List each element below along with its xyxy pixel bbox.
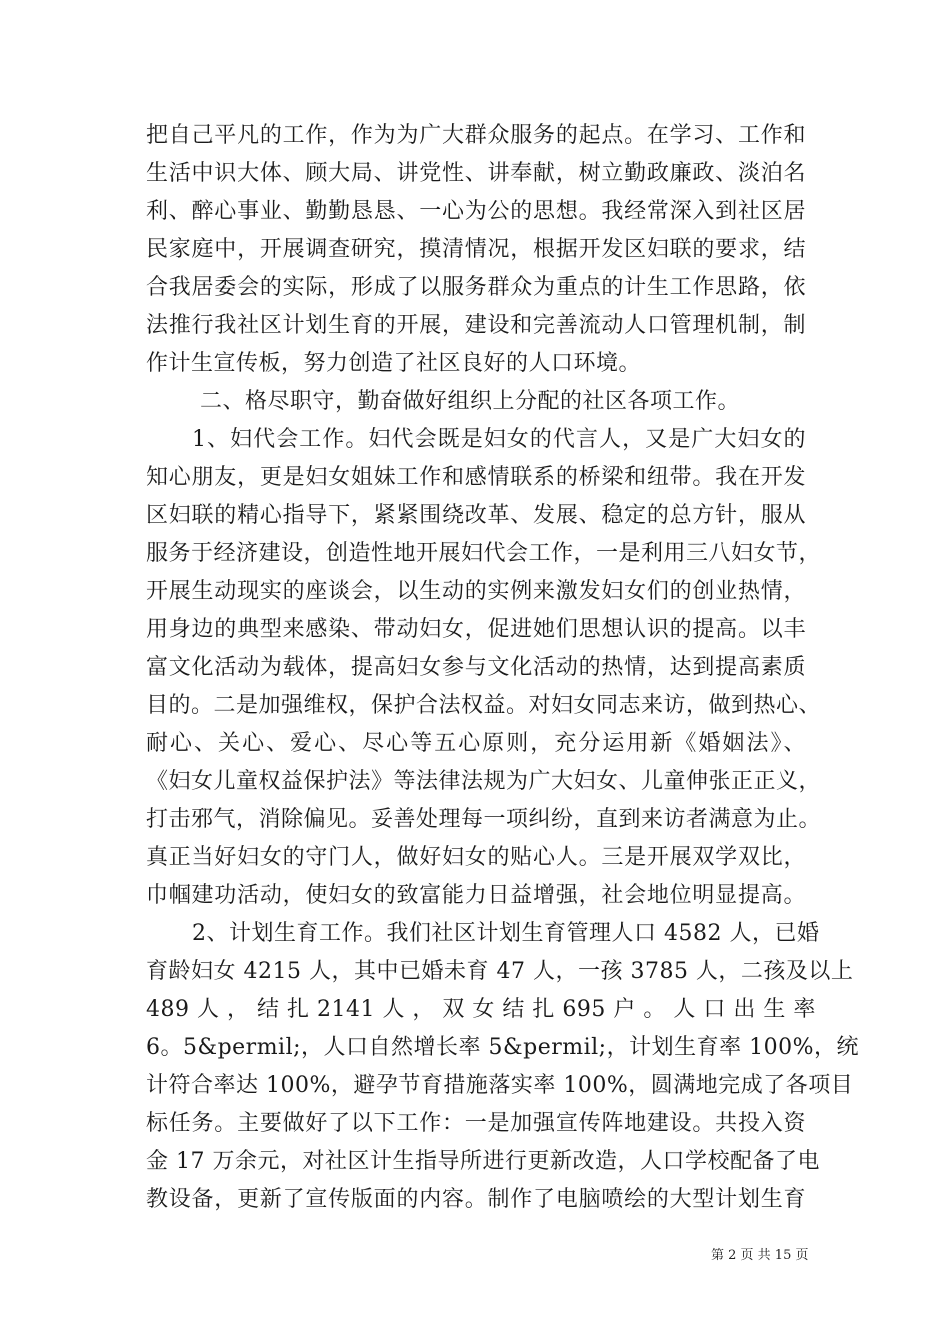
text-line: 用身边的典型来感染、带动妇女，促进她们思想认识的提高。以丰 (146, 617, 806, 642)
text-line: 开展生动现实的座谈会，以生动的实例来激发妇女们的创业热情， (146, 579, 806, 604)
text-line: 教设备，更新了宣传版面的内容。制作了电脑喷绘的大型计划生育 (146, 1187, 806, 1212)
page-footer: 第 2 页 共 15 页 (711, 1248, 809, 1263)
text-line: 标任务。主要做好了以下工作：一是加强宣传阵地建设。共投入资 (146, 1111, 806, 1136)
text-line: 法推行我社区计划生育的开展，建设和完善流动人口管理机制，制 (146, 313, 806, 338)
text-line: 巾帼建功活动，使妇女的致富能力日益增强，社会地位明显提高。 (146, 883, 806, 908)
text-line: 真正当好妇女的守门人，做好妇女的贴心人。三是开展双学双比， (146, 845, 806, 870)
text-line: 耐心、关心、爱心、尽心等五心原则，充分运用新《婚姻法》、 (146, 731, 806, 756)
text-line: 服务于经济建设，创造性地开展妇代会工作，一是利用三八妇女节， (146, 541, 822, 566)
text-line: 生活中识大体、顾大局、讲党性、讲奉献，树立勤政廉政、淡泊名 (146, 161, 806, 186)
text-line: 6。5&permil;，人口自然增长率 5&permil;，计划生育率 100%，统 (146, 1035, 859, 1060)
text-line: 计符合率达 100%，避孕节育措施落实率 100%，圆满地完成了各项目 (146, 1073, 854, 1098)
text-line: 民家庭中，开展调查研究，摸清情况，根据开发区妇联的要求，结 (146, 237, 806, 262)
text-line: 金 17 万余元，对社区计生指导所进行更新改造，人口学校配备了电 (146, 1149, 820, 1174)
text-line: 目的。二是加强维权，保护合法权益。对妇女同志来访，做到热心、 (146, 693, 822, 718)
text-line: 合我居委会的实际，形成了以服务群众为重点的计生工作思路，依 (146, 275, 806, 300)
text-line: 育龄妇女 4215 人，其中已婚未育 47 人，一孩 3785 人，二孩及以上 (146, 959, 854, 984)
section-heading: 二、格尽职守，勤奋做好组织上分配的社区各项工作。 (200, 389, 741, 414)
text-line: 知心朋友，更是妇女姐妹工作和感情联系的桥梁和纽带。我在开发 (146, 465, 806, 490)
text-line: 《妇女儿童权益保护法》等法律法规为广大妇女、儿童伸张正正义， (146, 769, 822, 794)
text-line: 利、醉心事业、勤勤恳恳、一心为公的思想。我经常深入到社区居 (146, 199, 806, 224)
text-line: 富文化活动为载体，提高妇女参与文化活动的热情，达到提高素质 (146, 655, 806, 680)
text-line: 打击邪气，消除偏见。妥善处理每一项纠纷，直到来访者满意为止。 (146, 807, 822, 832)
text-line: 把自己平凡的工作，作为为广大群众服务的起点。在学习、工作和 (146, 123, 806, 148)
paragraph-start: 2、计划生育工作。我们社区计划生育管理人口 4582 人，已婚 (192, 921, 820, 946)
text-line: 489 人 ， 结 扎 2141 人 ， 双 女 结 扎 695 户 。 人 口 出 生 率 (146, 997, 816, 1022)
text-line: 作计生宣传板，努力创造了社区良好的人口环境。 (146, 351, 642, 376)
text-line: 区妇联的精心指导下，紧紧围绕改革、发展、稳定的总方针，服从 (146, 503, 806, 528)
paragraph-start: 1、妇代会工作。妇代会既是妇女的代言人，又是广大妇女的 (192, 427, 806, 452)
